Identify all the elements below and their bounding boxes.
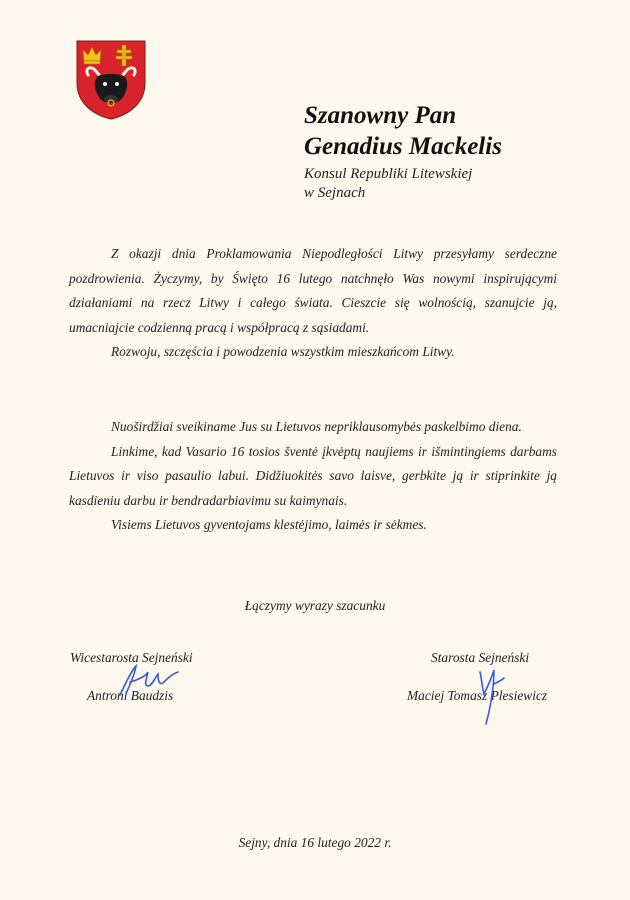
lithuanian-paragraph: Linkime, kad Vasario 16 tosios šventė įkvėptų naujiems ir išmintingiems darbams Lietuvos ir viso pasaulio labui. Didžiuokitės savo laisve, gerbkite ją ir stiprinkite ją kasdieniu darbu ir bendradarbiavimu su kaimynais.	[69, 443, 557, 508]
coat-of-arms-icon	[75, 39, 147, 121]
handwritten-signature-right	[470, 662, 510, 728]
signatory-title: Starosta Sejneński	[431, 650, 530, 665]
addressee-name: Genadius Mackelis	[304, 133, 502, 160]
addressee-block	[304, 100, 502, 203]
polish-greeting	[69, 242, 557, 365]
place-and-date: Sejny, dnia 16 lutego 2022 r.	[238, 835, 392, 850]
lithuanian-paragraph: Visiems Lietuvos gyventojams klestėjimo, laimės ir sėkmes.	[111, 517, 427, 533]
signatory-title: Wicestarosta Sejneński	[70, 650, 193, 665]
signatory-name: Maciej Tomasz Plesiewicz	[407, 688, 548, 703]
signatory-name: Antroni Baudzis	[87, 688, 174, 703]
handwritten-signature-left	[112, 660, 184, 700]
polish-paragraph: Z okazji dnia Proklamowania Niepodległości Litwy przesyłamy serdeczne pozdrowienia. Życzymy, by Święto 16 lutego natchnęło Was nowymi inspirującymi działaniami na rzecz Litwy i całego świata. Cieszcie się wolnością, szanujcie ją, umacniajcie codzienną pracą i współpracą z sąsiadami.	[69, 246, 557, 335]
lithuanian-paragraph: Nuoširdžiai sveikiname Jus su Lietuvos nepriklausomybės paskelbimo diena.	[111, 419, 522, 434]
closing-phrase: Łączymy wyrazy szacunku	[244, 598, 386, 613]
addressee-role-line2: w Sejnach	[304, 185, 366, 201]
salutation: Szanowny Pan	[304, 102, 457, 129]
lithuanian-greeting	[69, 415, 557, 538]
addressee-role-line1: Konsul Republiki Litewskiej	[304, 166, 473, 182]
polish-paragraph: Rozwoju, szczęścia i powodzenia wszystkim mieszkańcom Litwy.	[111, 344, 455, 360]
